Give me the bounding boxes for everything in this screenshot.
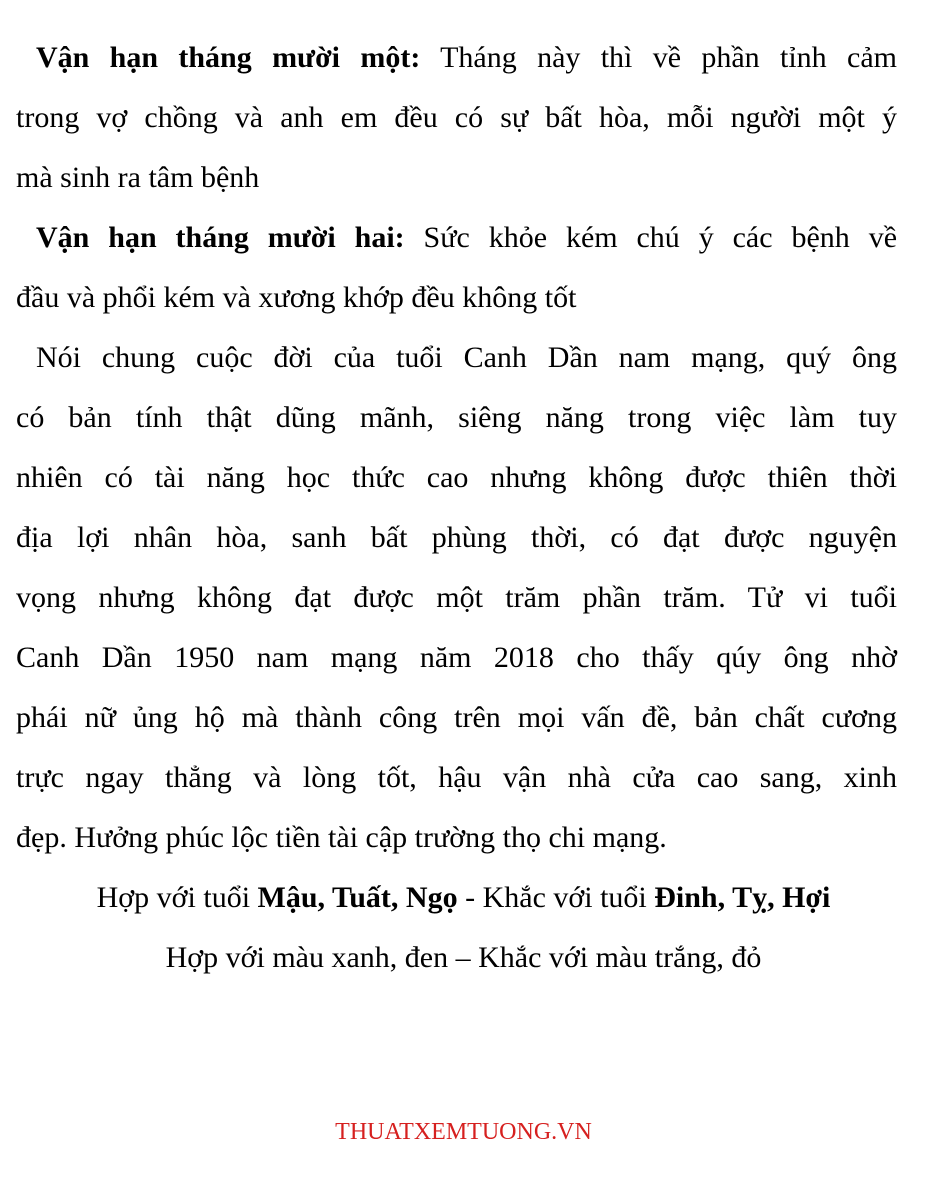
p2-heading: Vận hạn tháng mười hai:: [36, 221, 405, 254]
p3-line-4: địa lợi nhân hòa, sanh bất phùng thời, có đạt được nguyện: [16, 521, 897, 554]
compat-age-good: Mậu, Tuất, Ngọ: [257, 881, 458, 914]
p3-line-5: vọng nhưng không đạt được một trăm phần trăm. Tử vi tuổi: [16, 581, 897, 614]
compat-age-middle: - Khắc với tuổi: [457, 881, 655, 914]
p3-line-6: Canh Dần 1950 nam mạng năm 2018 cho thấy qúy ông nhờ: [16, 641, 897, 674]
footer-site-name: THUATXEMTUONG.VN: [335, 1119, 592, 1145]
p1-line-2: trong vợ chồng và anh em đều có sự bất hòa, mỗi người một ý: [16, 101, 897, 134]
p1-heading: Vận hạn tháng mười một:: [36, 41, 421, 74]
compat-age-bad: Đinh, Tỵ, Hợi: [654, 881, 831, 914]
p2-line-2: đầu và phổi kém và xương khớp đều không tốt: [16, 281, 577, 314]
p2-line-1: [36, 221, 897, 255]
p1-line-3: mà sinh ra tâm bệnh: [16, 161, 260, 194]
p3-line-7: phái nữ ủng hộ mà thành công trên mọi vấn đề, bản chất cương: [16, 701, 897, 734]
p3-line-1: Nói chung cuộc đời của tuổi Canh Dần nam mạng, quý ông: [36, 341, 897, 374]
compat-color-line: Hợp với màu xanh, đen – Khắc với màu trắng, đỏ: [165, 941, 762, 974]
p3-line-9: đẹp. Hưởng phúc lộc tiền tài cập trường thọ chi mạng.: [16, 821, 667, 854]
p1-line-1-text: Tháng này thì về phần tỉnh cảm: [420, 41, 897, 74]
p3-line-3: nhiên có tài năng học thức cao nhưng không được thiên thời: [16, 461, 897, 494]
p3-line-8: trực ngay thẳng và lòng tốt, hậu vận nhà cửa cao sang, xinh: [16, 761, 897, 794]
compat-age-prefix: Hợp với tuổi: [96, 881, 258, 914]
p2-line-1-text: Sức khỏe kém chú ý các bệnh về: [404, 221, 898, 254]
p1-line-1: [36, 41, 897, 75]
p3-line-2: có bản tính thật dũng mãnh, siêng năng trong việc làm tuy: [16, 401, 897, 434]
compat-age-line: [0, 881, 927, 915]
